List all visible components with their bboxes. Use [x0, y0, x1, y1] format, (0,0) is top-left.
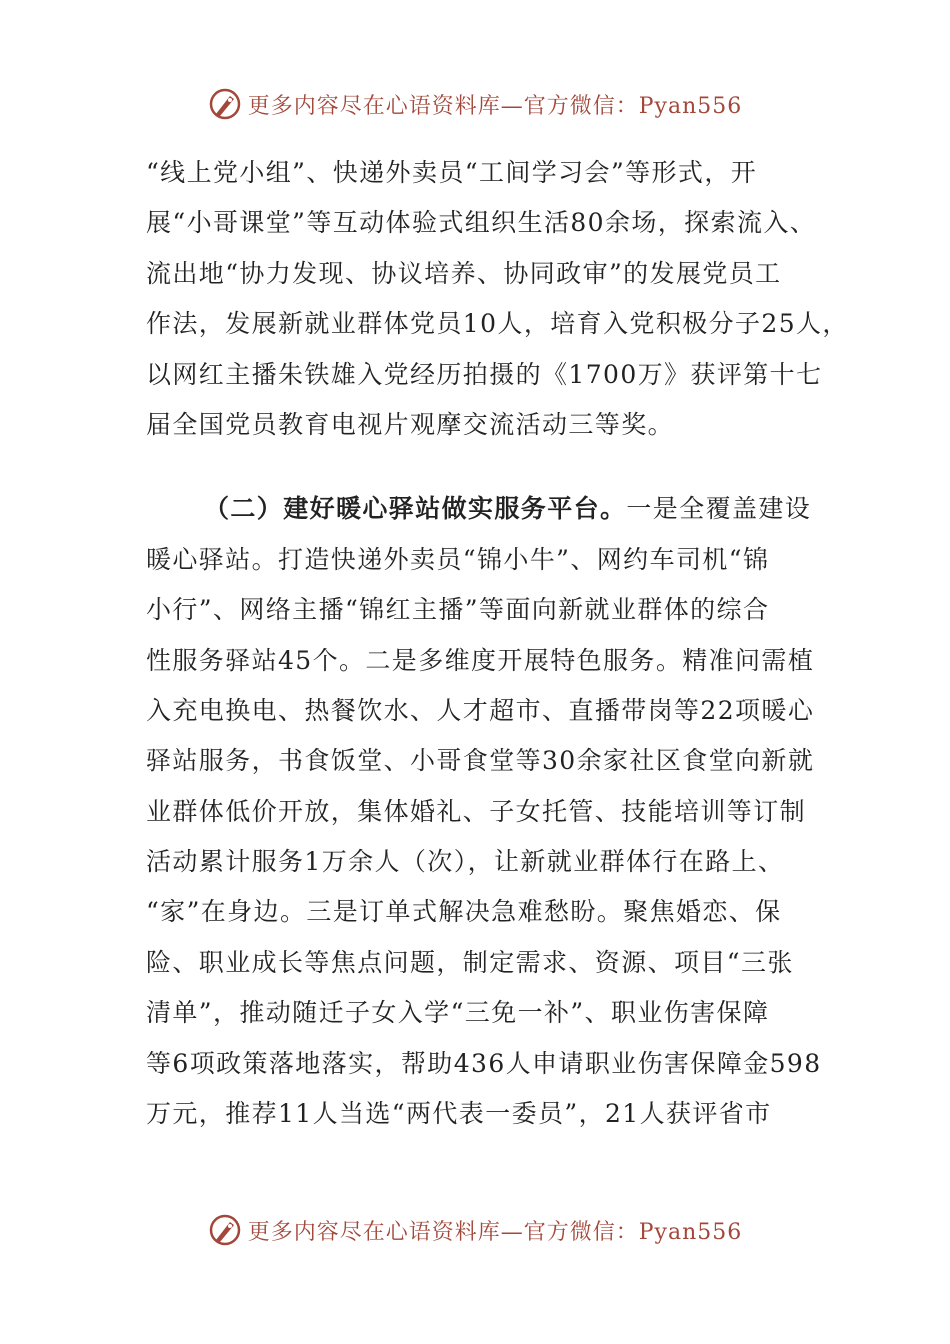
text-line: 流出地“协力发现、协议培养、协同政审”的发展党员工: [146, 258, 782, 288]
footer-banner: [0, 1210, 950, 1250]
text-line: 活动累计服务1万余人（次），让新就业群体行在路上、: [146, 847, 785, 877]
section-heading-line: [146, 484, 826, 534]
text-line: “家”在身边。三是订单式解决急难愁盼。聚焦婚恋、保: [146, 897, 782, 927]
text-line: 万元，推荐11人当选“两代表一委员”，21人获评省市: [146, 1099, 772, 1129]
text-line: 以网红主播朱铁雄入党经历拍摄的《1700万》获评第十七: [146, 359, 823, 389]
pen-nib-icon: [208, 1213, 242, 1247]
banner-text: 更多内容尽在心语资料库—官方微信：Pyan556: [247, 93, 743, 119]
text-line: 暖心驿站。打造快递外卖员“锦小牛”、网约车司机“锦: [146, 544, 770, 574]
header-banner: [0, 84, 950, 124]
text-line: 作法，发展新就业群体党员10人，培育入党积极分子25人，: [146, 309, 849, 339]
banner-text: 更多内容尽在心语资料库—官方微信：Pyan556: [247, 1219, 743, 1245]
pen-nib-icon: [208, 87, 242, 121]
text-line: “线上党小组”、快递外卖员“工间学习会”等形式，开: [146, 158, 758, 187]
section-heading-rest: 一是全覆盖建设: [626, 494, 812, 524]
text-line: 届全国党员教育电视片观摩交流活动三等奖。: [146, 409, 675, 439]
text-line: 等6项政策落地落实，帮助436人申请职业伤害保障金598: [146, 1048, 822, 1078]
text-line: 驿站服务，书食饭堂、小哥食堂等30余家社区食堂向新就: [146, 746, 815, 776]
paragraph-gap: [146, 450, 826, 484]
text-line: 业群体低价开放，集体婚礼、子女托管、技能培训等订制: [146, 796, 807, 826]
text-line: 险、职业成长等焦点问题，制定需求、资源、项目“三张: [146, 947, 794, 977]
document-body: [146, 148, 849, 1139]
text-line: 清单”，推动随迁子女入学“三免一补”、职业伤害保障: [146, 998, 770, 1028]
text-line: 展“小哥课堂”等互动体验式组织生活80余场，探索流入、: [146, 208, 817, 238]
section-heading: （二）建好暖心驿站做实服务平台。: [204, 494, 627, 524]
text-line: 入充电换电、热餐饮水、人才超市、直播带岗等22项暖心: [146, 695, 815, 725]
text-line: 性服务驿站45个。二是多维度开展特色服务。精准问需植: [146, 645, 815, 675]
text-line: 小行”、网络主播“锦红主播”等面向新就业群体的综合: [146, 595, 770, 625]
